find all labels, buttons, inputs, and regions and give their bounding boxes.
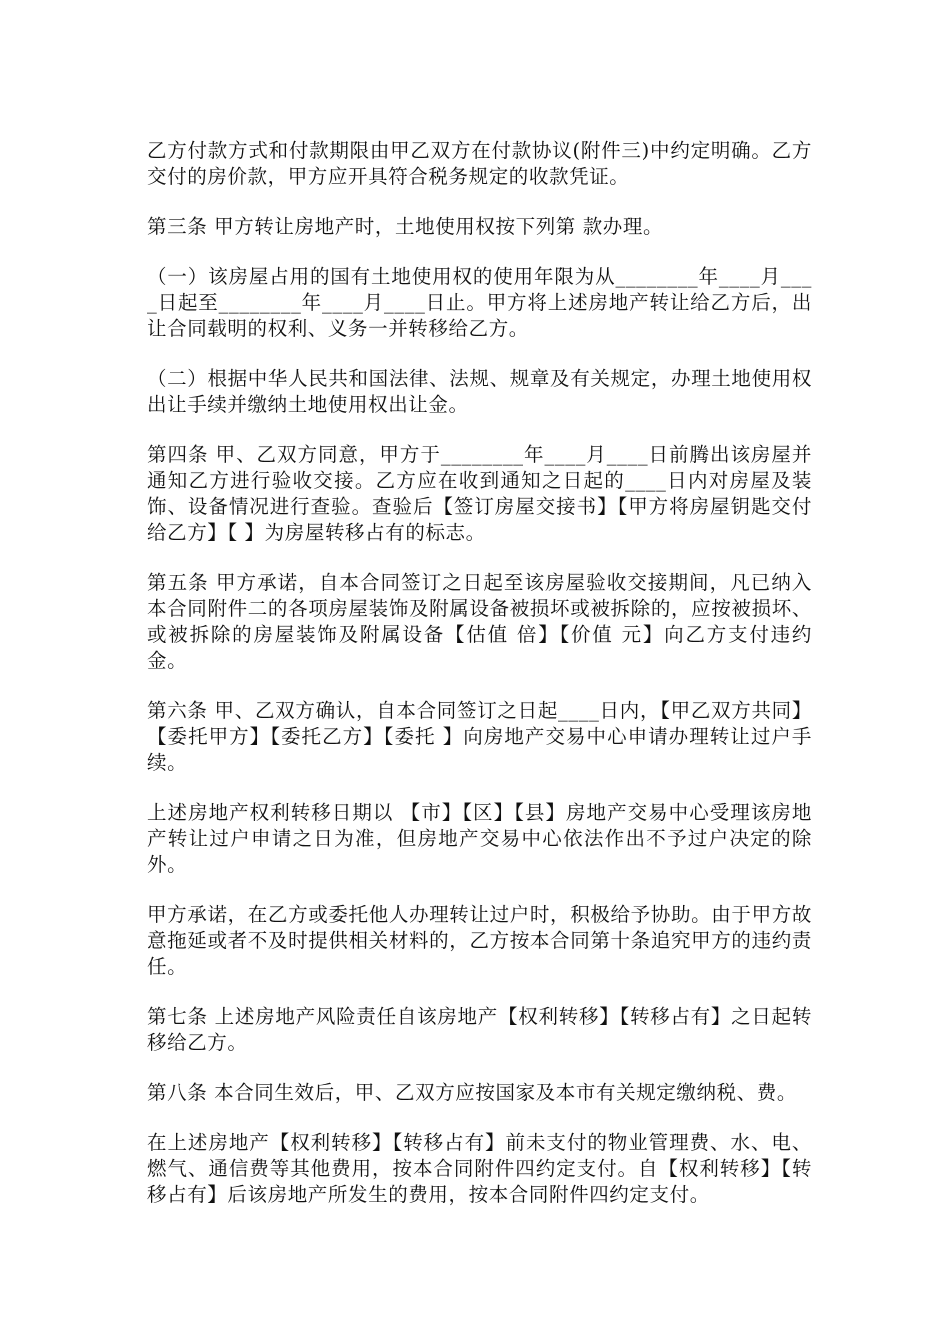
paragraph-article-8: 第八条 本合同生效后，甲、乙双方应按国家及本市有关规定缴纳税、费。 <box>147 1081 797 1104</box>
paragraph-article-3-item-2: （二）根据中华人民共和国法律、法规、规章及有关规定，办理土地使用权出让手续并缴纳土地使用权出让金。 <box>147 367 812 416</box>
paragraph-fees: 在上述房地产【权利转移】【转移占有】前未支付的物业管理费、水、电、燃气、通信费等其他费用，按本合同附件四约定支付。自【权利转移】【转移占有】后该房地产所发生的费用，按本合同附件四约定支付。 <box>147 1131 812 1206</box>
paragraph-article-4: 第四条 甲、乙双方同意，甲方于________年____月____日前腾出该房屋并通知乙方进行验收交接。乙方应在收到通知之日起的____日内对房屋及装饰、设备情况进行查验。查验后【签订房屋交接书】【甲方将房屋钥匙交付给乙方】【 】为房屋转移占有的标志。 <box>147 443 812 544</box>
paragraph-article-5: 第五条 甲方承诺，自本合同签订之日起至该房屋验收交接期间，凡已纳入本合同附件二的各项房屋装饰及附属设备被损坏或被拆除的，应按被损坏、或被拆除的房屋装饰及附属设备【估值 倍】【价值 元】向乙方支付违约金。 <box>147 571 812 672</box>
paragraph-seller-cooperation: 甲方承诺，在乙方或委托他人办理转让过户时，积极给予协助。由于甲方故意拖延或者不及时提供相关材料的，乙方按本合同第十条追究甲方的违约责任。 <box>147 903 812 978</box>
paragraph-article-7: 第七条 上述房地产风险责任自该房地产【权利转移】【转移占有】之日起转移给乙方。 <box>147 1005 812 1054</box>
paragraph-article-3: 第三条 甲方转让房地产时，土地使用权按下列第 款办理。 <box>147 215 664 238</box>
paragraph-transfer-date: 上述房地产权利转移日期以 【市】【区】【县】房地产交易中心受理该房地产转让过户申请之日为准，但房地产交易中心依法作出不予过户决定的除外。 <box>147 801 812 876</box>
paragraph-article-3-item-1: （一）该房屋占用的国有土地使用权的使用年限为从________年____月____日起至________年____月____日止。甲方将上述房地产转让给乙方后，出让合同载明的权利、义务一并转移给乙方。 <box>147 265 812 340</box>
document-body <box>147 138 812 1232</box>
paragraph-article-6: 第六条 甲、乙双方确认，自本合同签订之日起____日内，【甲乙双方共同】【委托甲方】【委托乙方】【委托 】向房地产交易中心申请办理转让过户手续。 <box>147 699 812 774</box>
paragraph-payment-terms: 乙方付款方式和付款期限由甲乙双方在付款协议(附件三)中约定明确。乙方交付的房价款，甲方应开具符合税务规定的收款凭证。 <box>147 139 812 188</box>
